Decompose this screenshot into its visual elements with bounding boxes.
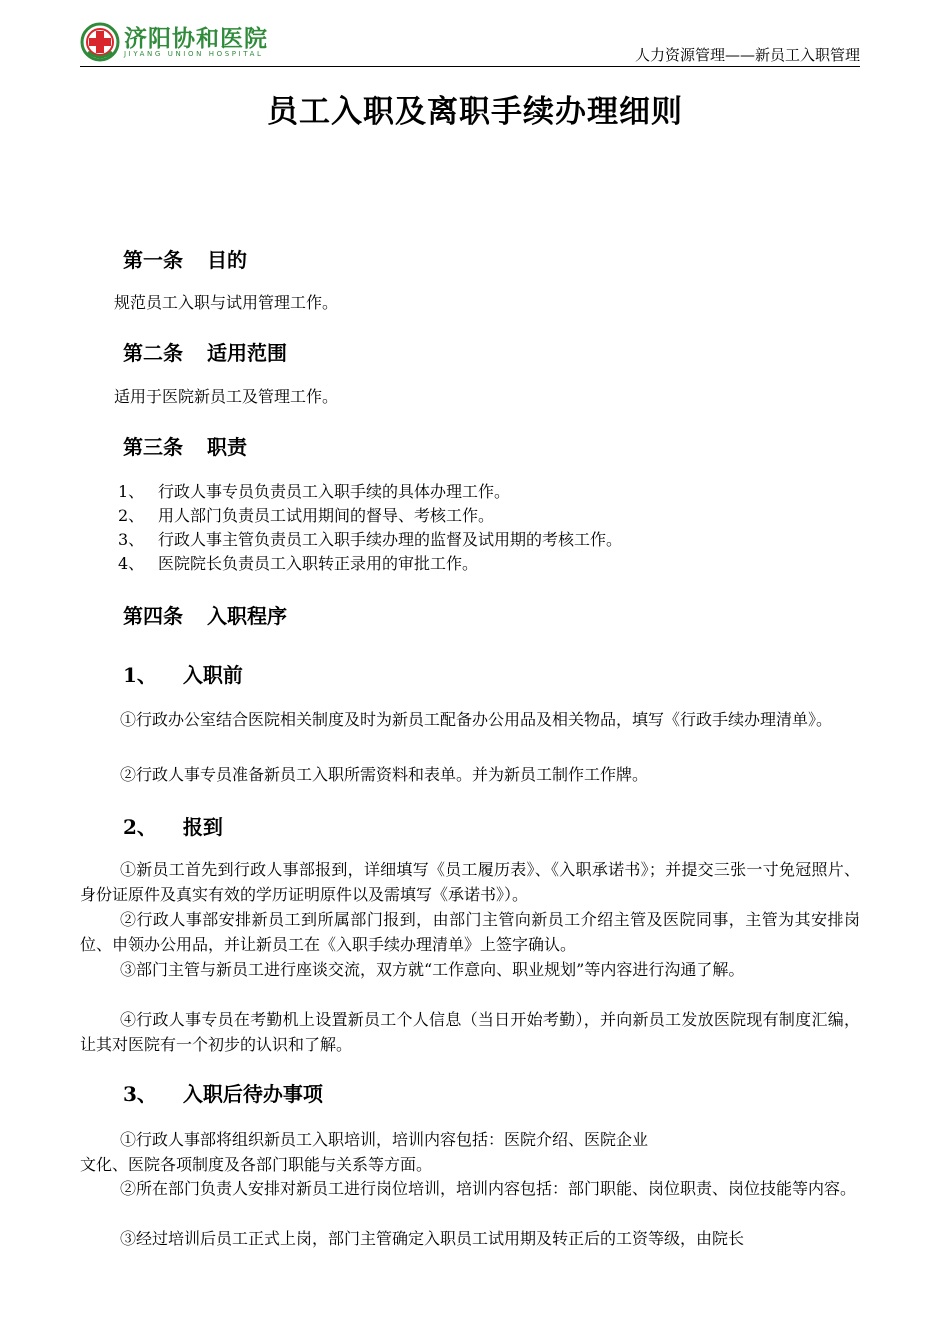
paragraph: ②行政人事部安排新员工到所属部门报到，由部门主管向新员工介绍主管及医院同事，主管为其安排岗位、申领办公用品，并让新员工在《入职手续办理清单》上签字确认。 [80, 910, 860, 954]
article-1-body: 规范员工入职与试用管理工作。 [114, 293, 339, 312]
page-header [80, 18, 860, 68]
paragraph-continuation: 文化、医院各项制度及各部门职能与关系等方面。 [80, 1155, 433, 1174]
paragraph: ②所在部门负责人安排对新员工进行岗位培训，培训内容包括：部门职能、岗位职责、岗位技能等内容。 [120, 1179, 857, 1198]
section-1-heading: 1、 入职前 [123, 663, 243, 687]
article-2-name: 适用范围 [207, 341, 287, 365]
section-path: 人力资源管理——新员工入职管理 [634, 46, 860, 64]
paragraph: ①新员工首先到行政人事部报到，详细填写《员工履历表》、《入职承诺书》；并提交三张一寸免冠照片、身份证原件及真实有效的学历证明原件以及需填写《承诺书》）。 [80, 860, 860, 904]
list-item: 4、 医院院长负责员工入职转正录用的审批工作。 [118, 554, 479, 573]
logo-subtitle: JIYANG UNION HOSPITAL [124, 50, 264, 58]
article-2-heading [123, 337, 287, 366]
list-item: 3、 行政人事主管负责员工入职手续办理的监督及试用期的考核工作。 [118, 530, 623, 549]
document-title: 员工入职及离职手续办理细则 [267, 94, 683, 130]
paragraph: ④行政人事专员在考勤机上设置新员工个人信息（当日开始考勤），并向新员工发放医院现有制度汇编，让其对医院有一个初步的认识和了解。 [80, 1010, 860, 1054]
article-4-name: 入职程序 [207, 604, 287, 628]
paragraph: ③部门主管与新员工进行座谈交流，双方就“工作意向、职业规划”等内容进行沟通了解。 [120, 960, 745, 979]
paragraph: ③经过培训后员工正式上岗，部门主管确定入职员工试用期及转正后的工资等级，由院长 [120, 1229, 745, 1248]
article-4-heading [123, 600, 287, 629]
article-1-heading [123, 244, 247, 273]
article-3-heading [123, 431, 247, 460]
paragraph: ①行政办公室结合医院相关制度及时为新员工配备办公用品及相关物品，填写《行政手续办理清单》。 [120, 710, 833, 729]
header-divider [80, 66, 860, 67]
section-3-heading: 3、 入职后待办事项 [123, 1082, 323, 1106]
section-2-heading: 2、 报到 [123, 815, 223, 839]
list-item: 2、 用人部门负责员工试用期间的督导、考核工作。 [118, 506, 495, 525]
article-1-name: 目的 [207, 248, 247, 272]
list-item: 1、 行政人事专员负责员工入职手续的具体办理工作。 [118, 482, 511, 501]
article-3-name: 职责 [207, 435, 247, 459]
article-2-body: 适用于医院新员工及管理工作。 [114, 387, 339, 406]
article-1-number: 第一条 [123, 248, 183, 272]
paragraph: ①行政人事部将组织新员工入职培训，培训内容包括：医院介绍、医院企业 [120, 1130, 649, 1149]
logo-name: 济阳协和医院 [124, 26, 268, 52]
article-2-number: 第二条 [123, 341, 183, 365]
paragraph: ②行政人事专员准备新员工入职所需资料和表单。并为新员工制作工作牌。 [120, 765, 649, 784]
article-4-number: 第四条 [123, 604, 183, 628]
article-3-number: 第三条 [123, 435, 183, 459]
hospital-cross-logo-icon [80, 22, 120, 62]
